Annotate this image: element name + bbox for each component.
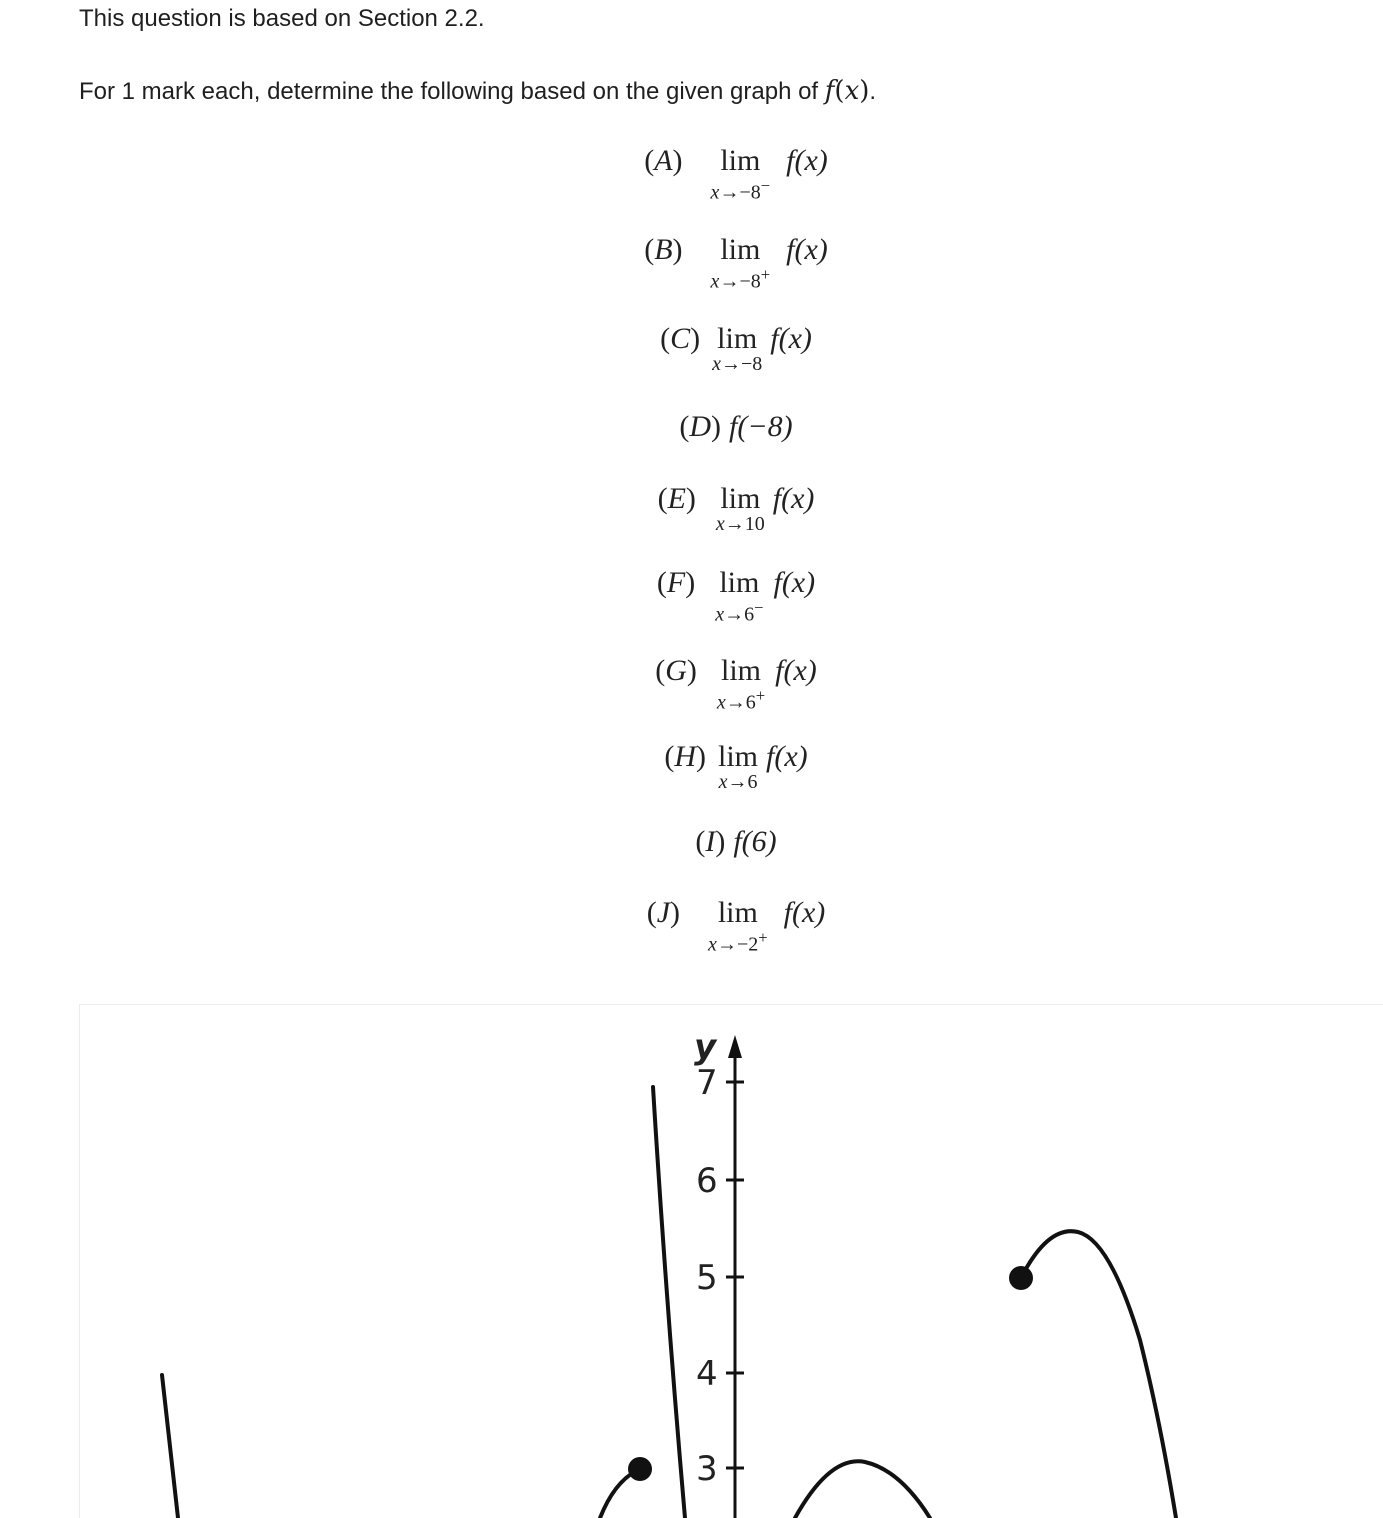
lim-word: lim bbox=[717, 896, 758, 929]
closed-point-marker bbox=[628, 1457, 652, 1481]
item-label: (A) bbox=[644, 144, 683, 177]
limit-expression: f(x) bbox=[773, 566, 816, 599]
y-tick-label-3: 3 bbox=[696, 1449, 718, 1489]
lim-word: lim bbox=[720, 233, 761, 266]
section-note-text: This question is based on Section 2.2. bbox=[79, 5, 485, 32]
limit-expression: f(x) bbox=[770, 322, 812, 355]
limit-subscript: x→6− bbox=[715, 598, 764, 626]
lim-word: lim bbox=[717, 322, 758, 355]
item-label: (I) bbox=[695, 825, 726, 858]
y-tick-label-6: 6 bbox=[696, 1161, 718, 1201]
limit-expression: f(x) bbox=[775, 654, 817, 687]
closed-point-marker bbox=[1009, 1266, 1033, 1290]
limit-expression: f(x) bbox=[783, 896, 826, 929]
y-tick-label-4: 4 bbox=[696, 1354, 718, 1394]
limit-subscript: x→−2+ bbox=[708, 928, 768, 956]
value-expression: f(−8) bbox=[729, 410, 793, 443]
question-prompt-text: For 1 mark each, determine the following based on the given graph of bbox=[79, 78, 819, 105]
lim-word: lim bbox=[720, 144, 761, 177]
y-tick-label-7: 7 bbox=[696, 1063, 718, 1103]
curve-middle-hump bbox=[795, 1461, 930, 1518]
item-label: (G) bbox=[655, 654, 697, 687]
limit-subscript: x→10 bbox=[715, 513, 765, 535]
lim-word: lim bbox=[720, 482, 761, 515]
limit-subscript: x→−8 bbox=[712, 353, 763, 375]
curve-left-branch bbox=[162, 1375, 178, 1518]
limit-expression: f(x) bbox=[786, 233, 828, 266]
lim-word: lim bbox=[721, 654, 762, 687]
curve-asymptote-branch bbox=[653, 1087, 685, 1518]
item-label: (H) bbox=[664, 740, 706, 773]
item-label: (B) bbox=[644, 233, 683, 266]
limit-expression: f(x) bbox=[772, 482, 815, 515]
limit-expression: f(x) bbox=[766, 740, 808, 773]
function-notation: f(x) bbox=[824, 76, 870, 106]
item-label: (C) bbox=[660, 322, 701, 355]
y-tick-label-5: 5 bbox=[696, 1258, 718, 1298]
lim-word: lim bbox=[718, 740, 759, 773]
limit-expression: f(x) bbox=[786, 144, 828, 177]
item-label: (J) bbox=[646, 896, 681, 929]
limit-subscript: x→6+ bbox=[716, 686, 766, 714]
item-label: (F) bbox=[656, 566, 696, 599]
value-expression: f(6) bbox=[733, 825, 777, 858]
prompt-period: . bbox=[869, 78, 877, 105]
curve-right-branch bbox=[1021, 1231, 1176, 1518]
y-axis-label: y bbox=[694, 1027, 717, 1067]
item-label: (D) bbox=[679, 410, 722, 443]
limit-subscript: x→6 bbox=[718, 771, 758, 793]
y-axis-arrow-icon bbox=[728, 1035, 742, 1058]
item-label: (E) bbox=[657, 482, 696, 515]
lim-word: lim bbox=[719, 566, 760, 599]
limit-subscript: x→−8+ bbox=[710, 265, 771, 293]
limit-subscript: x→−8− bbox=[710, 176, 771, 204]
